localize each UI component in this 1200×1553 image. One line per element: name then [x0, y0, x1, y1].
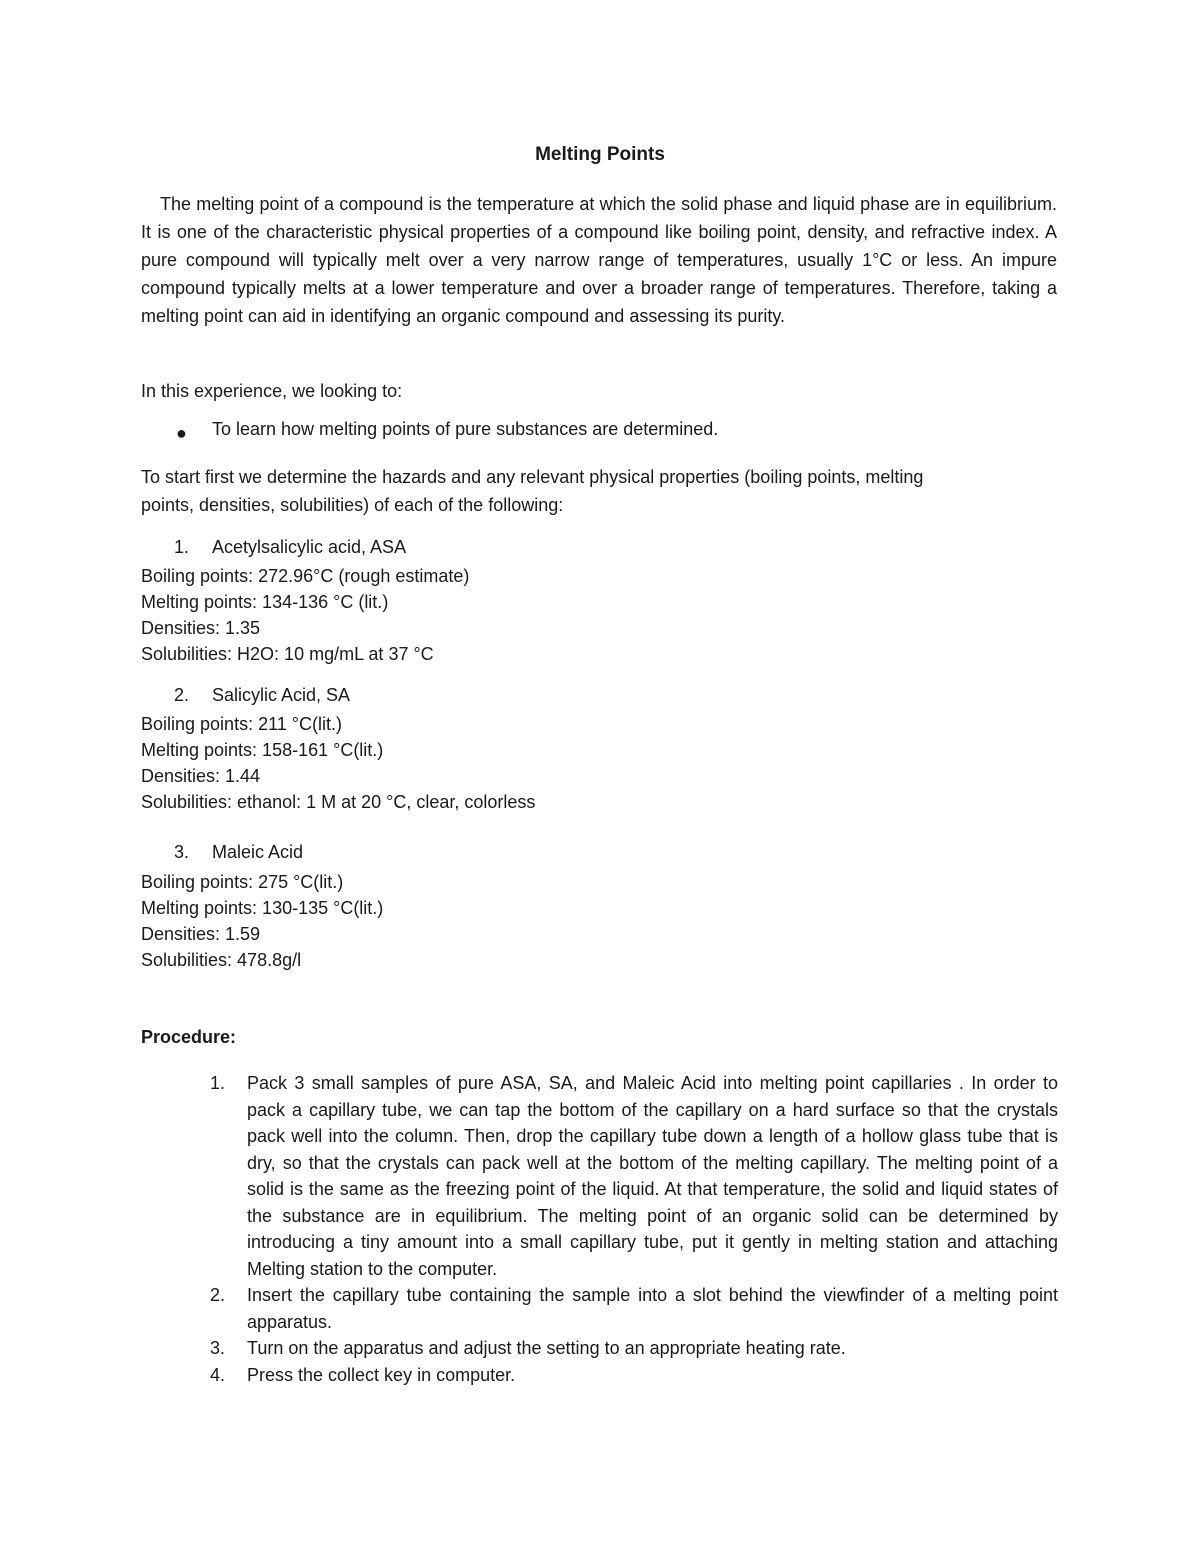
compound-heading [174, 842, 303, 863]
step-number: 3. [210, 1338, 226, 1358]
compound-number: 3. [174, 842, 190, 862]
boiling-point: Boiling points: 211 °C(lit.) [141, 714, 342, 734]
intro-paragraph: The melting point of a compound is the temperature at which the solid phase and liquid phase are in equilibrium. It is one of the characteristic physical properties of a compound like boiling point, density, and refractive index. A pure compound will typically melt over a very narrow range of temperatures, usually 1°C or less. An impure compound typically melts at a lower temperature and over a broader range of temperatures. Therefore, taking a melting point can aid in identifying an organic compound and assessing its purity. [141, 194, 1057, 326]
compound-name: Acetylsalicylic acid, ASA [212, 537, 407, 557]
procedure-step [206, 1335, 1058, 1362]
page-title: Melting Points [535, 144, 665, 165]
objective-bullet: To learn how melting points of pure substances are determined. [212, 419, 719, 439]
compound-heading [174, 685, 350, 706]
compound-name: Salicylic Acid, SA [212, 685, 351, 705]
solubility: Solubilities: 478.8g/l [141, 950, 302, 970]
density: Densities: 1.35 [141, 618, 261, 638]
solubility: Solubilities: ethanol: 1 M at 20 °C, clear, colorless [141, 792, 536, 812]
procedure-heading: Procedure: [141, 1027, 237, 1047]
looking-to-line: In this experience, we looking to: [141, 381, 403, 401]
start-line-2: points, densities, solubilities) of each of the following: [141, 495, 564, 515]
step-text: Pack 3 small samples of pure ASA, SA, and Maleic Acid into melting point capillaries . In order to pack a capillary tube, we can tap the bottom of the capillary on a hard surface so that the crystals pack well into the column. Then, drop the capillary tube down a length of a hollow glass tube that is dry, so that the crystals can pack well at the bottom of the melting capillary. The melting point of a solid is the same as the freezing point of the liquid. At that temperature, the solid and liquid states of the substance are in equilibrium. The melting point of an organic solid can be determined by introducing a tiny amount into a small capillary tube, put it gently in melting station and attaching Melting station to the computer. [247, 1073, 1058, 1279]
boiling-point: Boiling points: 272.96°C (rough estimate) [141, 566, 470, 586]
solubility: Solubilities: H2O: 10 mg/mL at 37 °C [141, 644, 434, 664]
compound-heading [174, 537, 406, 558]
compound-name: Maleic Acid [212, 842, 304, 862]
procedure-list [206, 1070, 1058, 1388]
step-text: Insert the capillary tube containing the sample into a slot behind the viewfinder of a melting point apparatus. [247, 1285, 1058, 1332]
step-number: 4. [210, 1364, 226, 1385]
step-text: Press the collect key in computer. [247, 1364, 516, 1385]
step-number: 2. [210, 1285, 226, 1305]
step-number: 1. [210, 1073, 226, 1093]
melting-point: Melting points: 158-161 °C(lit.) [141, 740, 384, 760]
procedure-step [206, 1282, 1058, 1335]
boiling-point: Boiling points: 275 °C(lit.) [141, 872, 344, 892]
compound-number: 2. [174, 685, 190, 705]
density: Densities: 1.59 [141, 924, 261, 944]
melting-point: Melting points: 134-136 °C (lit.) [141, 592, 389, 612]
procedure-step [206, 1070, 1058, 1282]
step-text: Turn on the apparatus and adjust the setting to an appropriate heating rate. [247, 1338, 846, 1358]
compound-number: 1. [174, 537, 190, 557]
start-line-1: To start first we determine the hazards and any relevant physical properties (boiling points, melting [141, 467, 924, 487]
density: Densities: 1.44 [141, 766, 261, 786]
bullet-icon: ● [176, 423, 187, 443]
melting-point: Melting points: 130-135 °C(lit.) [141, 898, 384, 918]
procedure-step [206, 1362, 1058, 1389]
